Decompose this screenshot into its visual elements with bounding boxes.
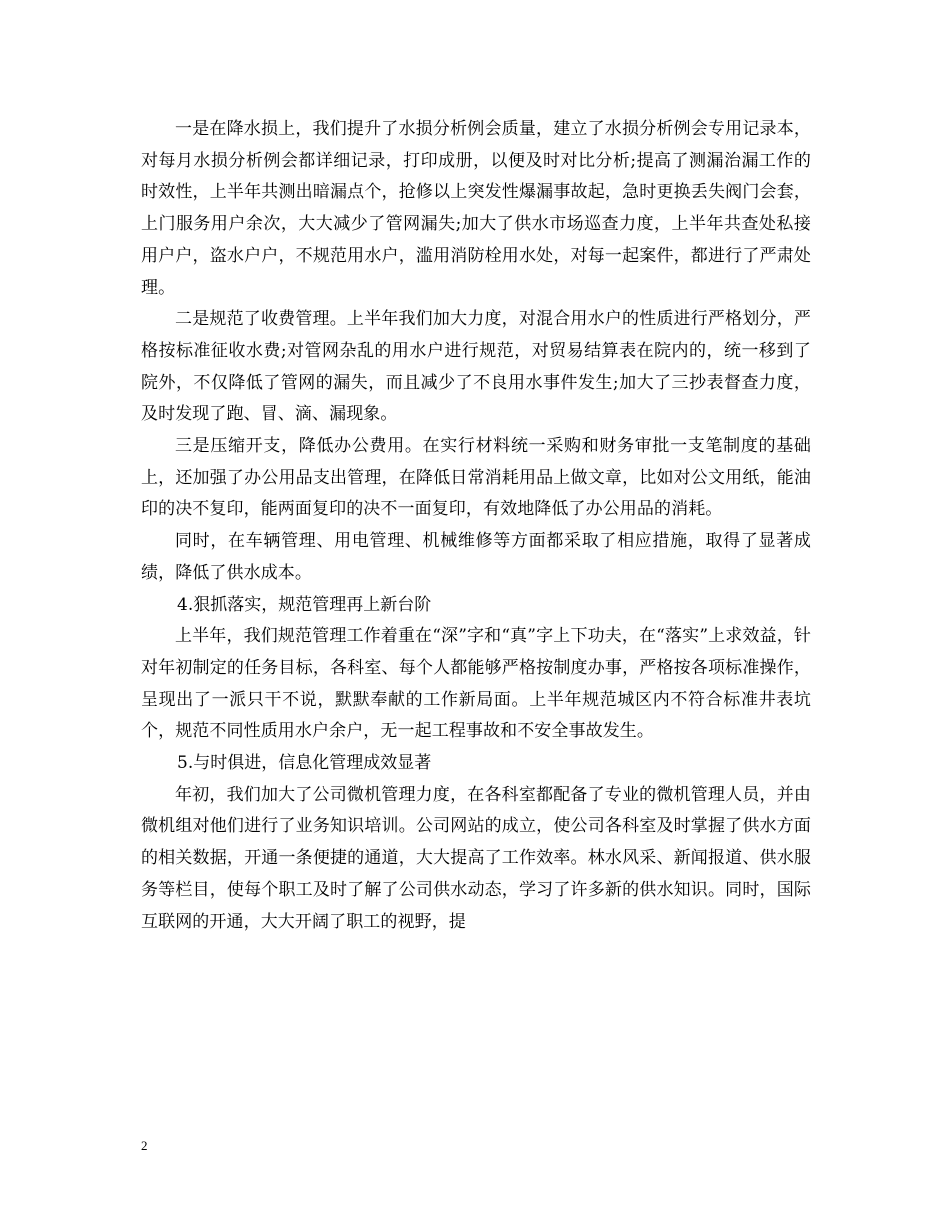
section-heading-5: 5.与时俱进，信息化管理成效显著 — [177, 753, 432, 774]
section-heading-4: 4.狠抓落实，规范管理再上新台阶 — [177, 594, 432, 615]
paragraph-vehicle-power: 同时，在车辆管理、用电管理、机械维修等方面都采取了相应措施，取得了显著成绩，降低了供水成本。 — [141, 531, 811, 583]
paragraph-water-loss: 一是在降水损上，我们提升了水损分析例会质量，建立了水损分析例会专用记录本，对每月水损分析例会都详细记录，打印成册，以便及时对比分析;提高了测漏治漏工作的时效性，上半年共测出暗漏点个，抢修以上突发性爆漏事故起，急时更换丢失阀门会套，上门服务用户余次，大大减少了管网漏失;加大了供水市场巡查力度，上半年共查处私接用户户，盗水户户，不规范用水户，滥用消防栓用水处，对每一起案件，都进行了严肃处理。 — [141, 119, 811, 298]
document-body — [141, 114, 811, 938]
page-number: 2 — [141, 1138, 148, 1153]
paragraph-informatization: 年初，我们加大了公司微机管理力度，在各科室都配备了专业的微机管理人员，并由微机组对他们进行了业务知识培训。公司网站的成立，使公司各科室及时掌握了供水方面的相关数据，开通一条便捷的通道，大大提高了工作效率。林水风采、新闻报道、供水服务等栏目，使每个职工及时了解了公司供水动态，学习了许多新的供水知识。同时，国际互联网的开通，大大开阔了职工的视野，提 — [141, 784, 811, 932]
paragraph-cost-reduction: 三是压缩开支，降低办公费用。在实行材料统一采购和财务审批一支笔制度的基础上，还加强了办公用品支出管理，在降低日常消耗用品上做文章，比如对公文用纸，能油印的决不复印，能两面复印的决不一面复印，有效地降低了办公用品的消耗。 — [141, 436, 811, 520]
paragraph-implementation: 上半年，我们规范管理工作着重在“深”字和“真”字上下功夫，在“落实”上求效益，针对年初制定的任务目标，各科室、每个人都能够严格按制度办事，严格按各项标准操作，呈现出了一派只干不说，默默奉献的工作新局面。上半年规范城区内不符合标准井表坑个，规范不同性质用水户余户，无一起工程事故和不安全事故发生。 — [141, 626, 811, 742]
paragraph-billing-management: 二是规范了收费管理。上半年我们加大力度，对混合用水户的性质进行严格划分，严格按标准征收水费;对管网杂乱的用水户进行规范，对贸易结算表在院内的，统一移到了院外，不仅降低了管网的漏失，而且减少了不良用水事件发生;加大了三抄表督查力度，及时发现了跑、冒、滴、漏现象。 — [141, 309, 811, 425]
